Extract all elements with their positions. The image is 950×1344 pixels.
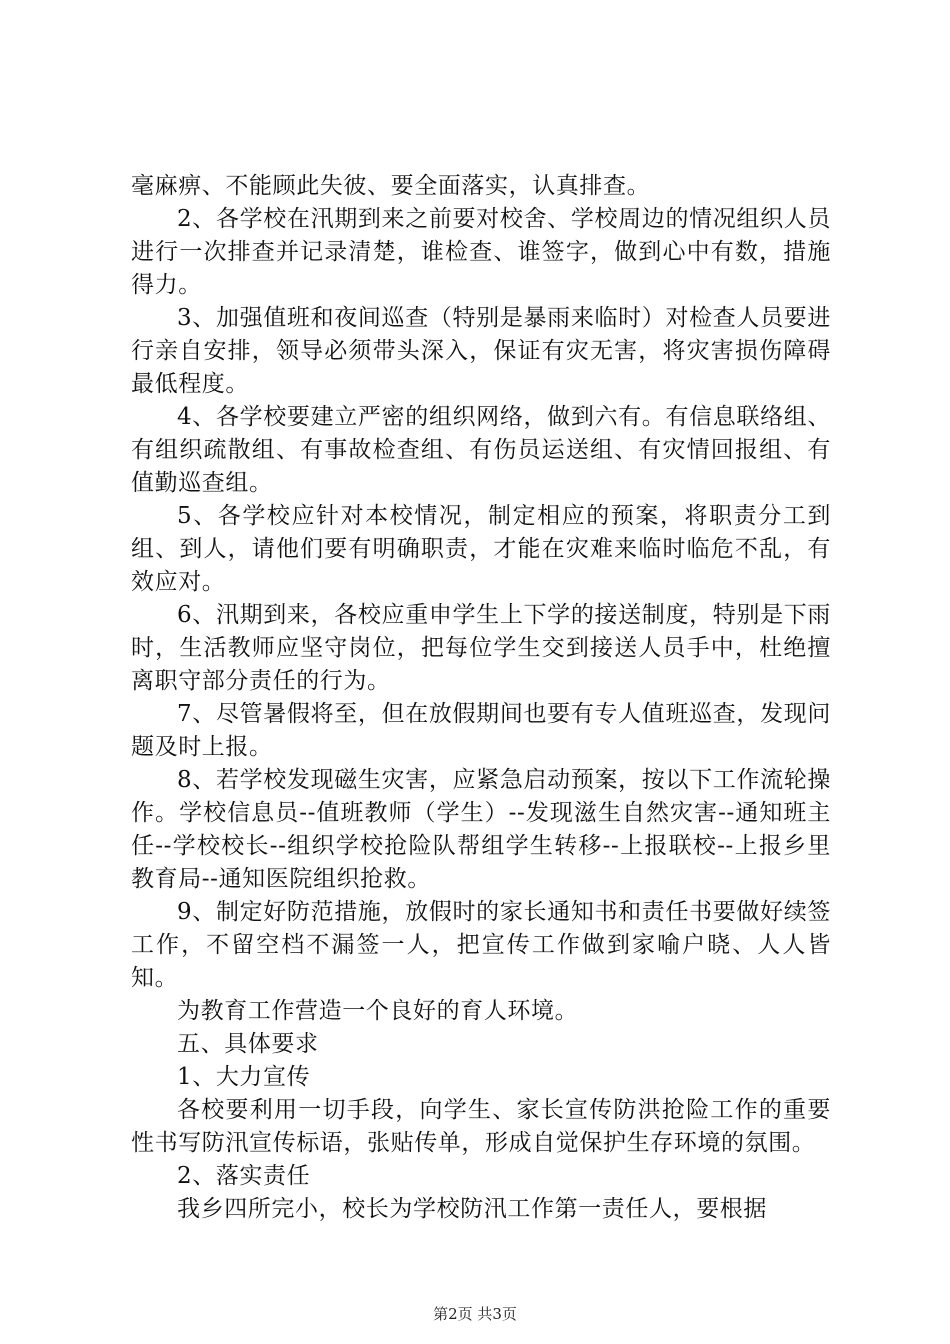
- paragraph: 4、各学校要建立严密的组织网络，做到六有。有信息联络组、有组织疏散组、有事故检查组、有伤员运送组、有灾情回报组、有值勤巡查组。: [131, 404, 831, 496]
- document-body: [131, 170, 831, 1226]
- page-number: 第2页 共3页: [433, 1305, 517, 1323]
- paragraph: 2、各学校在汛期到来之前要对校舍、学校周边的情况组织人员进行一次排查并记录清楚，谁检查、谁签字，做到心中有数，措施得力。: [131, 206, 831, 298]
- paragraph: 8、若学校发现磁生灾害，应紧急启动预案，按以下工作流轮操作。学校信息员--值班教师（学生）--发现滋生自然灾害--通知班主任--学校校长--组织学校抢险队帮组学生转移--上报联校--上报乡里教育局--通知医院组织抢救。: [131, 767, 831, 892]
- subsection-heading: 1、大力宣传: [177, 1064, 311, 1090]
- paragraph: 毫麻痹、不能顾此失彼、要全面落实，认真排查。: [131, 173, 651, 199]
- paragraph: 9、制定好防范措施，放假时的家长通知书和责任书要做好续签工作，不留空档不漏签一人，把宣传工作做到家喻户晓、人人皆知。: [131, 899, 831, 991]
- paragraph: 我乡四所完小，校长为学校防汛工作第一责任人，要根据: [177, 1196, 767, 1222]
- paragraph: 各校要利用一切手段，向学生、家长宣传防洪抢险工作的重要性书写防汛宣传标语，张贴传单，形成自觉保护生存环境的氛围。: [131, 1097, 831, 1156]
- paragraph: 7、尽管暑假将至，但在放假期间也要有专人值班巡查，发现问题及时上报。: [131, 701, 831, 760]
- paragraph: 6、汛期到来，各校应重申学生上下学的接送制度，特别是下雨时，生活教师应坚守岗位，把每位学生交到接送人员手中，杜绝擅离职守部分责任的行为。: [131, 602, 831, 694]
- paragraph: 5、各学校应针对本校情况，制定相应的预案，将职责分工到组、到人，请他们要有明确职责，才能在灾难来临时临危不乱，有效应对。: [131, 503, 831, 595]
- subsection-heading: 2、落实责任: [177, 1163, 311, 1189]
- paragraph: 3、加强值班和夜间巡查（特别是暴雨来临时）对检查人员要进行亲自安排，领导必须带头深入，保证有灾无害，将灾害损伤障碍最低程度。: [131, 305, 831, 397]
- paragraph: 为教育工作营造一个良好的育人环境。: [177, 998, 579, 1024]
- section-heading: 五、具体要求: [177, 1031, 319, 1057]
